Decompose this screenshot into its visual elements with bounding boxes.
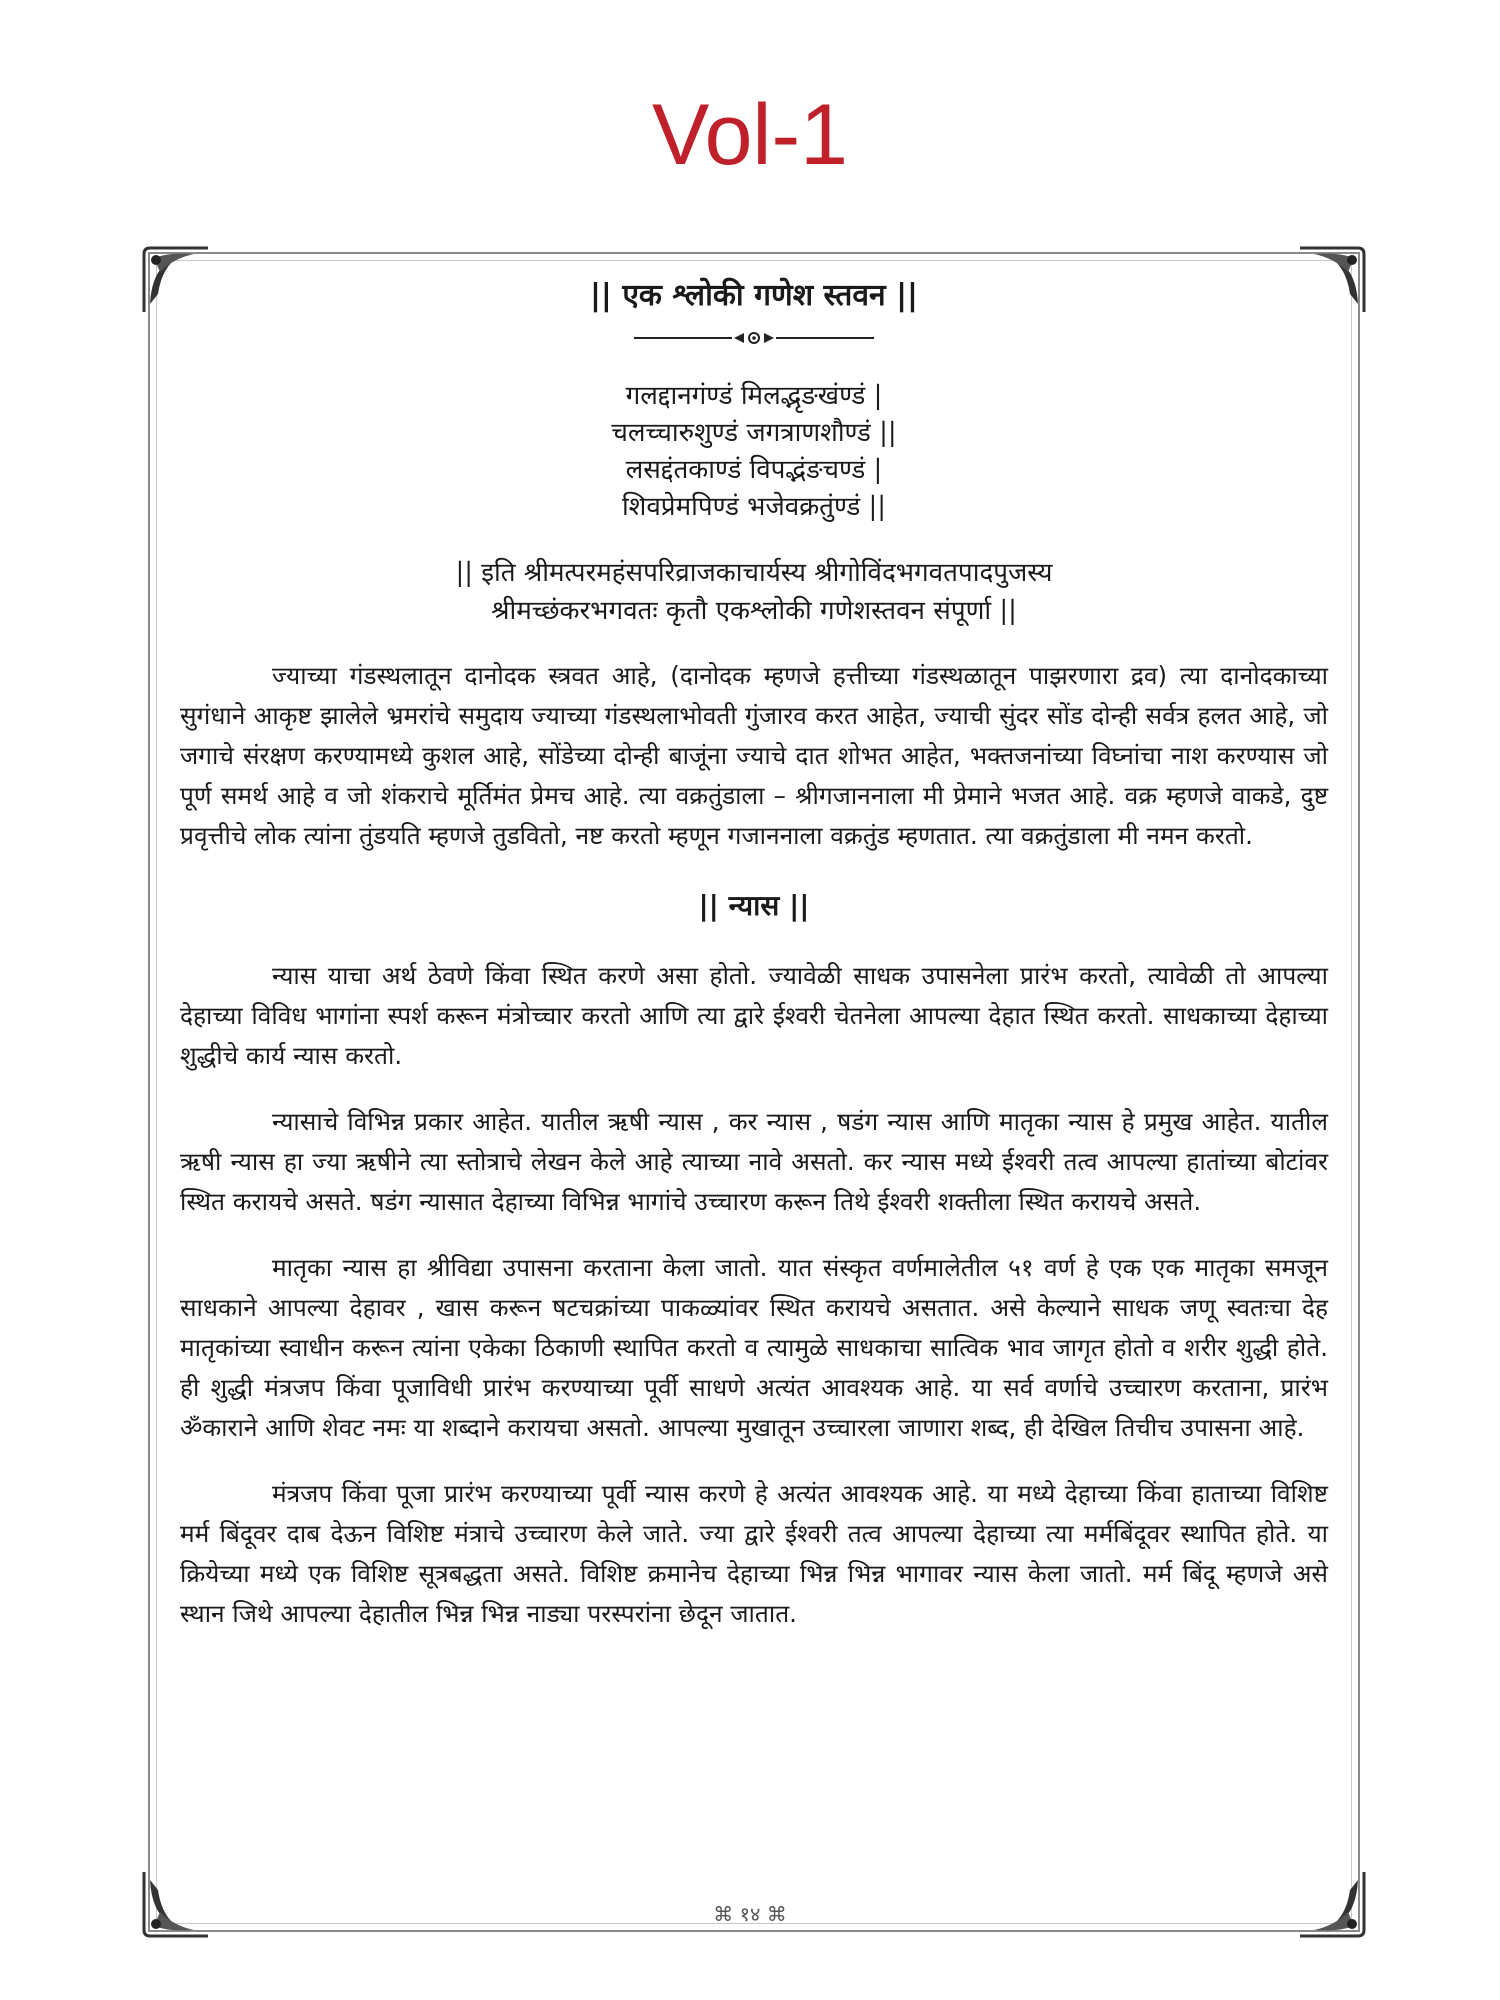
volume-title: Vol-1: [651, 87, 849, 183]
page-number: ⌘ १४ ⌘: [713, 1902, 787, 1926]
colophon-line: || इति श्रीमत्परमहंसपरिव्राजकाचार्यस्य श्रीगोविंदभगवतपादपुजस्य: [455, 558, 1053, 588]
stotra-heading: || एक श्लोकी गणेश स्तवन ||: [589, 278, 919, 313]
colophon-line: श्रीमच्छंकरभगवतः कृतौ एकश्लोकी गणेशस्तवन संपूर्णा ||: [491, 596, 1017, 626]
nyas-paragraph: मातृका न्यास हा श्रीविद्या उपासना करताना केला जातो. यात संस्कृत वर्णमालेतील ५१ वर्ण हे एक एक मातृका समजून साधकाने आपल्या देहावर , खास करून षटचक्रांच्या पाकळ्यांवर स्थित करायचे असतात. असे केल्याने साधक जणू स्वतःचा देह मातृकांच्या स्वाधीन करून त्यांना एकेका ठिकाणी स्थापित करतो व त्यामुळे साधकाचा सात्विक भाव जागृत होतो व शरीर शुद्धी होते. ही शुद्धी मंत्रजप किंवा पूजाविधी प्रारंभ करण्याच्या पूर्वी साधणे अत्यंत आवश्यक आहे. या सर्व वर्णाचे उच्चारण करताना, प्रारंभ ॐकाराने आणि शेवट नमः या शब्दाने करायचा असतो. आपल्या मुखातून उच्चारला जाणारा शब्द, ही देखिल तिचीच उपासना आहे.: [180, 1253, 1328, 1442]
nyas-paragraph: मंत्रजप किंवा पूजा प्रारंभ करण्याच्या पूर्वी न्यास करणे हे अत्यंत आवश्यक आहे. या मध्ये देहाच्या किंवा हाताच्या विशिष्ट मर्म बिंदूवर दाब देऊन विशिष्ट मंत्राचे उच्चारण केले जाते. ज्या द्वारे ईश्वरी तत्व आपल्या देहाच्या त्या मर्मबिंदूवर स्थापित होते. या क्रियेच्या मध्ये एक विशिष्ट सूत्रबद्धता असते. विशिष्ट क्रमानेच देहाच्या भिन्न भिन्न भागावर न्यास केला जातो. मर्म बिंदू म्हणजे असे स्थान जिथे आपल्या देहातील भिन्न भिन्न नाड्या परस्परांना छेदून जातात.: [180, 1479, 1328, 1628]
nyas-section-heading: || न्यास ||: [698, 889, 810, 922]
verse-line: चलच्चारुशुण्डं जगत्राणशौण्डं ||: [611, 418, 897, 448]
verse-line: लसद्दंतकाण्डं विपद्भंङचण्डं |: [625, 455, 883, 485]
nyas-paragraph: न्यास याचा अर्थ ठेवणे किंवा स्थित करणे असा होतो. ज्यावेळी साधक उपासनेला प्रारंभ करतो, त्यावेळी तो आपल्या देहाच्या विविध भागांना स्पर्श करून मंत्रोच्चार करतो आणि त्या द्वारे ईश्वरी चेतनेला आपल्या देहात स्थित करतो. साधकाच्या देहाच्या शुद्धीचे कार्य न्यास करतो.: [180, 961, 1328, 1070]
meaning-paragraph: ज्याच्या गंडस्थलातून दानोदक स्त्रवत आहे, (दानोदक म्हणजे हत्तीच्या गंडस्थळातून पाझरणारा द्रव) त्या दानोदकाच्या सुगंधाने आकृष्ट झालेले भ्रमरांचे समुदाय ज्याच्या गंडस्थलाभोवती गुंजारव करत आहेत, ज्याची सुंदर सोंड दोन्ही सर्वत्र हलत आहे, जो जगाचे संरक्षण करण्यामध्ये कुशल आहे, सोंडेच्या दोन्ही बाजूंना ज्याचे दात शोभत आहेत, भक्तजनांच्या विघ्नांचा नाश करण्यास जो पूर्ण समर्थ आहे व जो शंकराचे मूर्तिमंत प्रेमच आहे. त्या वक्रतुंडाला – श्रीगजाननाला मी प्रेमाने भजत आहे. वक्र म्हणजे वाकडे, दुष्ट प्रवृत्तीचे लोक त्यांना तुंडयति म्हणजे तुडवितो, नष्ट करतो म्हणून गजाननाला वक्रतुंड म्हणतात. त्या वक्रतुंडाला मी नमन करतो.: [180, 661, 1328, 850]
page-content: [180, 272, 1328, 1660]
shloka-verse: [180, 378, 1328, 526]
nyas-paragraph: न्यासाचे विभिन्न प्रकार आहेत. यातील ऋषी न्यास , कर न्यास , षडंग न्यास आणि मातृका न्यास हे प्रमुख आहेत. यातील ऋषी न्यास हा ज्या ऋषीने त्या स्तोत्राचे लेखन केले आहे त्याच्या नावे असतो. कर न्यास मध्ये ईश्वरी तत्व आपल्या हातांच्या बोटांवर स्थित करायचे असते. षडंग न्यासात देहाच्या विभिन्न भागांचे उच्चारण करून तिथे ईश्वरी शक्तीला स्थित करायचे असते.: [180, 1107, 1328, 1216]
verse-line: शिवप्रेमपिण्डं भजेवक्रतुंण्डं ||: [621, 492, 887, 522]
colophon: [180, 554, 1328, 630]
verse-line: गलद्दानगंण्डं मिलद्भृङखंण्डं |: [625, 381, 883, 411]
divider-ornament-icon: [634, 328, 874, 348]
